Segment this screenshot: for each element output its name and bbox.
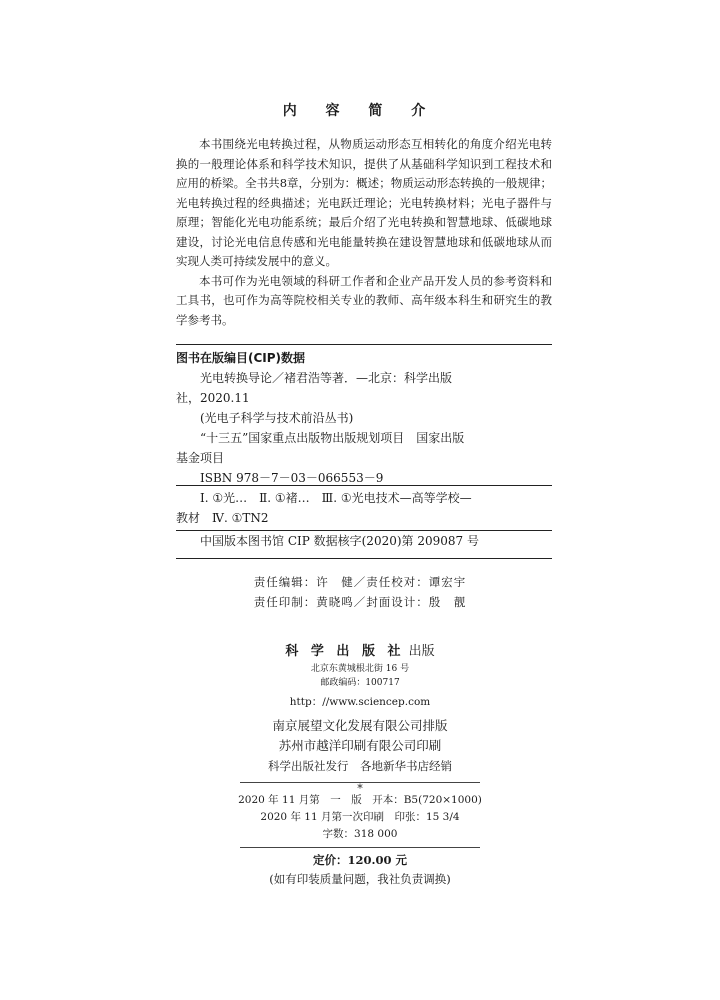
publisher-url: http：//www.sciencep.com	[289, 696, 431, 708]
separator-star: *	[357, 782, 363, 795]
publisher-suffix: 出版	[404, 644, 435, 659]
cip-class-line-1: Ⅰ. ①光… Ⅱ. ①褚… Ⅲ. ①光电技术—高等学校—	[200, 491, 472, 505]
cip-class-line-2: 教材 Ⅳ. ①TN2	[176, 511, 269, 525]
printing-info: 2020 年 11 月第一次印刷 印张：15 3/4	[260, 811, 460, 823]
cip-project-line-2: 基金项目	[176, 451, 225, 465]
publisher-postcode: 邮政编码：100717	[320, 678, 400, 688]
cip-data-number: 中国版本图书馆 CIP 数据核字(2020)第 209087 号	[200, 534, 479, 548]
price-block	[0, 852, 720, 888]
divider	[176, 558, 552, 559]
cip-project-line: “十三五”国家重点出版物出版规划项目 国家出版	[200, 431, 465, 445]
credits-production: 责任印制：黄晓鸣／封面设计：殷 靓	[253, 595, 467, 609]
typesetter: 南京展望文化发展有限公司排版	[272, 718, 448, 733]
divider	[176, 485, 552, 486]
price: 定价：120.00 元	[312, 853, 407, 867]
summary-paragraph-1: 本书围绕光电转换过程，从物质运动形态互相转化的角度介绍光电转换的一般理论体系和科学技术知识，提供了从基础科学知识到工程技术和应用的桥梁。全书共8章，分别为：概述；物质运动形态转换的一般规律；光电转换过程的经典描述；光电跃迁理论；光电转换材料；光电子器件与原理；智能化光电功能系统；最后介绍了光电转换和智慧地球、低碳地球建设，讨论光电信息传感和光电能量转换在建设智慧地球和低碳地球从而实现人类可持续发展中的意义。	[176, 137, 552, 268]
specs-block	[0, 792, 720, 843]
publisher-name	[0, 640, 720, 659]
cip-heading: 图书在版编目(CIP)数据	[176, 351, 306, 365]
content-summary	[176, 135, 552, 330]
cip-block	[176, 348, 552, 488]
divider	[176, 344, 552, 345]
cip-classification	[176, 488, 552, 528]
summary-paragraph-2: 本书可作为光电领域的科研工作者和企业产品开发人员的参考资料和工具书，也可作为高等院校相关专业的教师、高年级本科生和研究生的教学参考书。	[176, 273, 552, 327]
credits-editors: 责任编辑：许 健／责任校对：谭宏宇	[253, 575, 467, 589]
page-title: 内 容 简 介	[282, 103, 438, 119]
divider	[240, 782, 480, 783]
publisher-logo-text: 科 学 出 版 社	[285, 644, 405, 659]
word-count: 字数：318 000	[322, 828, 398, 840]
edition-info: 2020 年 11 月第 一 版 开本：B5(720×1000)	[238, 794, 482, 806]
cip-data-number-block	[176, 531, 552, 551]
publisher-block	[0, 640, 720, 796]
distribution: 科学出版社发行 各地新华书店经销	[268, 759, 452, 773]
cip-line-1: 光电转换导论／褚君浩等著．—北京：科学出版	[200, 371, 453, 385]
quality-note: (如有印装质量问题，我社负责调换)	[269, 872, 451, 886]
printer: 苏州市越洋印刷有限公司印刷	[278, 738, 442, 753]
cip-line-2: 社，2020.11	[176, 391, 250, 405]
publisher-address: 北京东黄城根北街 16 号	[310, 664, 410, 674]
credits	[0, 572, 720, 612]
divider	[240, 847, 480, 848]
cip-isbn: ISBN 978－7－03－066553－9	[200, 471, 384, 485]
cip-series: (光电子科学与技术前沿丛书)	[200, 411, 354, 425]
